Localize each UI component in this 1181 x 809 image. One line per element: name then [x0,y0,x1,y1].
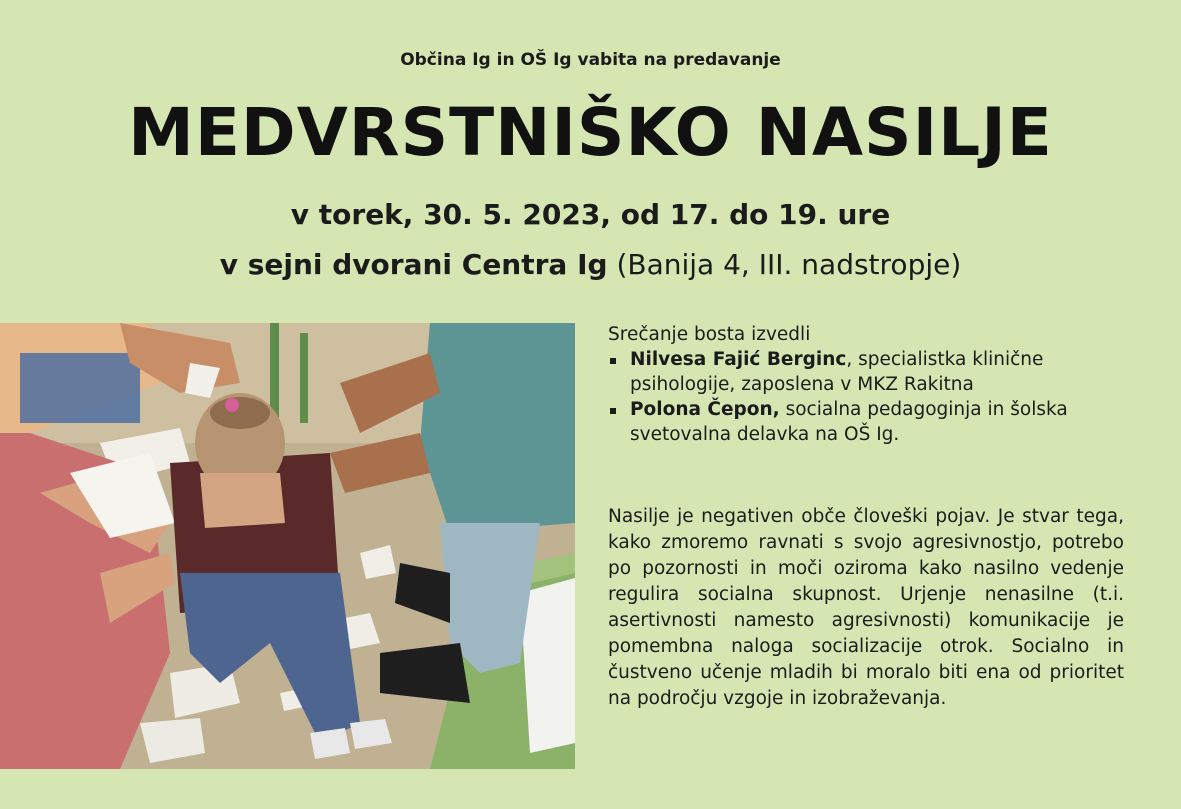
bullying-photo [0,323,575,769]
speaker-desc: , specialistka klinične psihologije, zaposlena v MKZ Rakitna [630,349,1044,395]
speaker-name: Nilvesa Fajić Berginc [630,349,847,370]
bullet-square-icon [610,358,616,364]
description-paragraph: Nasilje je negativen obče človeški pojav. Je stvar tega, kako zmoremo ravnati s svojo agresivnostjo, potrebo po pozornosti in moči oziroma kako nasilno vedenje regulira socialna skupnost. Urjenje nenasilne (t.i. asertivnosti namesto agresivnosti) komunikacije je pomembna naloga socializacije otrok. Socialno in čustveno učenje mladih bi moralo biti ena od prioritet na področju vzgoje in izobraževanja. [608,506,1124,709]
speaker-name: Polona Čepon, [630,399,780,420]
location-address: (Banija 4, III. nadstropje) [607,248,962,281]
bullying-photo-illustration [0,323,575,769]
speaker-item [608,347,1128,397]
event-title: MEDVRSTNIŠKO NASILJE [128,94,1053,171]
bullet-square-icon [610,408,616,414]
speaker-desc: socialna pedagoginja in šolska svetovalna delavka na OŠ Ig. [630,399,1068,445]
speakers-section [608,322,1128,447]
speaker-item [608,397,1128,447]
invite-line: Občina Ig in OŠ Ig vabita na predavanje [400,50,781,70]
event-date: v torek, 30. 5. 2023, od 17. do 19. ure [290,198,891,231]
location-venue: v sejni dvorani Centra Ig [219,248,608,281]
speakers-intro: Srečanje bosta izvedli [608,324,811,345]
speakers-list [608,347,1128,447]
event-location [0,248,1181,281]
